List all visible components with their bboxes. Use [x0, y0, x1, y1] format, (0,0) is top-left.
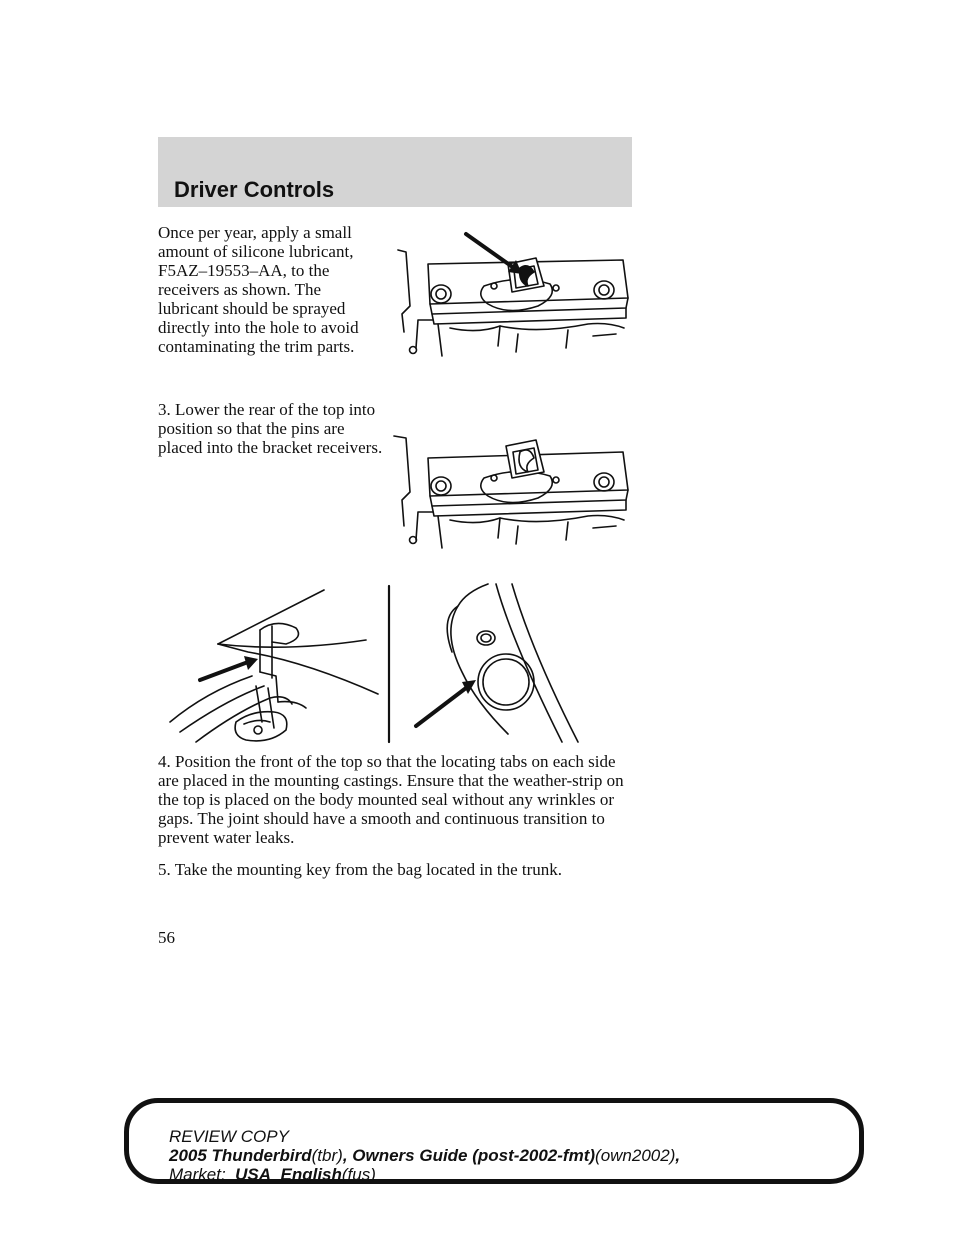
- receiver-lubrication-illustration: [388, 224, 632, 364]
- page-number: 56: [158, 928, 175, 947]
- paragraph-lubricant: Once per year, apply a small amount of silicone lubricant, F5AZ–19553–AA, to the receivers as shown. The lubricant should be sprayed directly into the hole to avoid contaminating the trim parts.: [158, 223, 359, 356]
- bracket-receiver-illustration: [388, 428, 632, 556]
- footer-market: USA_English: [235, 1165, 342, 1184]
- paragraph-step-4: 4. Position the front of the top so that the locating tabs on each side are placed in the mounting castings. Ensure that the weather-strip on the top is placed on the body mounted seal without any wrinkles or gaps. The joint should have a smooth and continuous transition to prevent water leaks.: [158, 752, 624, 847]
- footer-separator: ,: [342, 1146, 353, 1165]
- footer-text: [169, 1127, 680, 1184]
- review-copy-footer: [124, 1098, 864, 1184]
- footer-separator-2: ,: [675, 1146, 681, 1165]
- footer-market-label: Market:: [169, 1165, 226, 1184]
- section-header: [158, 137, 632, 207]
- footer-review-copy: REVIEW COPY: [169, 1127, 289, 1146]
- footer-guide-code: (own2002): [595, 1146, 676, 1165]
- footer-model-code: (tbr): [311, 1146, 343, 1165]
- footer-market-code: (fus): [341, 1165, 376, 1184]
- section-title: Driver Controls: [174, 177, 335, 202]
- footer-model: 2005 Thunderbird: [169, 1146, 312, 1165]
- footer-guide: Owners Guide (post-2002-fmt): [352, 1146, 596, 1165]
- locating-tab-casting-illustration: [166, 582, 626, 748]
- paragraph-step-5: 5. Take the mounting key from the bag located in the trunk.: [158, 860, 563, 879]
- paragraph-step-3: 3. Lower the rear of the top into position so that the pins are placed into the bracket receivers.: [158, 400, 383, 457]
